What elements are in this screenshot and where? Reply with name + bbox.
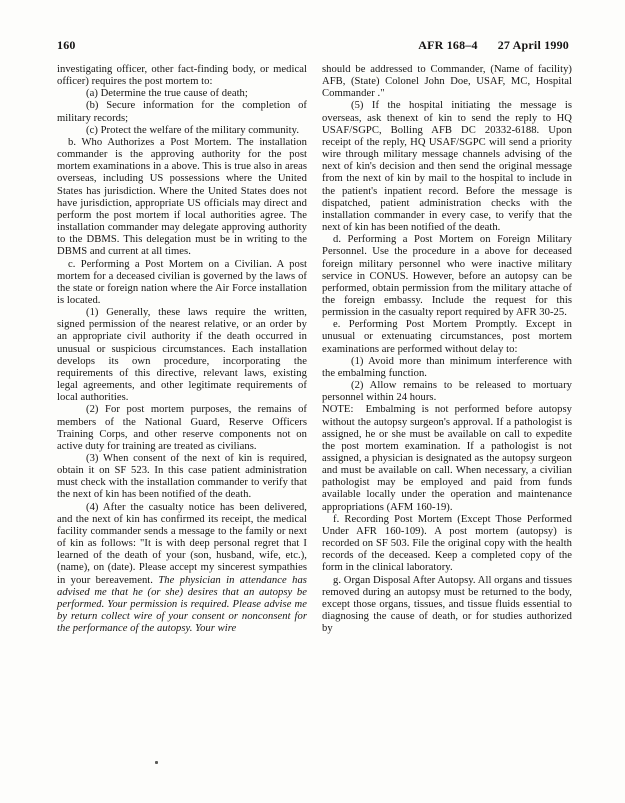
paragraph-text: (1) Generally, these laws require the written, signed permission of the nearest relative, or an order by an appropriate civil authority if the death occurred in unusual or suspicious circumstances. Each installation develops its own procedure, incorporating the requirements of this directive, relevant laws, existing legal agreements, and other legitimate requirements of local authorities. <box>57 307 307 404</box>
paragraph-text: (4) After the casualty notice has been delivered, and the next of kin has confirmed its receipt, the medical facility commander sends a message to the family or next of kin as follows: "It is with deep personal regret that I learned of the death of your (son, husband, wife, etc.), (name), on (date). Please accept my sincerest sympathies in your bereavement. <box>57 501 307 586</box>
paragraph <box>57 100 307 124</box>
paragraph <box>322 356 572 380</box>
paragraph-text: (b) Secure information for the completion of military records; <box>57 100 307 124</box>
paragraph-text: (a) Determine the true cause of death; <box>86 88 248 100</box>
paragraph-text: (3) When consent of the next of kin is required, obtain it on SF 523. In this case patient administration must check with the installation commander to verify that the next of kin has been notified of the death. <box>57 453 307 501</box>
paragraph <box>57 125 307 137</box>
paragraph-text-italic: The physician in attendance has advised me that he (or she) desires that an autopsy be performed. Your permission is required. Please advise me by return collect wire of your consent or nonconsent for the performance of the autopsy. Your wire <box>57 574 307 635</box>
publication-date: 27 April 1990 <box>497 38 569 52</box>
regulation-number: AFR 168–4 <box>418 38 478 52</box>
paragraph-text: d. Performing a Post Mortem on Foreign Military Personnel. Use the procedure in a above for deceased foreign military personnel who were inactive military service in CONUS. However, before an autopsy can be performed, obtain permission from the military attache of the foreign embassy. Include the request for this permission in the casualty report required by AFR 30-25. <box>322 234 572 319</box>
text-column-right <box>322 64 572 635</box>
header-right <box>418 38 569 53</box>
paragraph-text: c. Performing a Post Mortem on a Civilian. A post mortem for a deceased civilian is governed by the laws of the state or foreign nation where the Air Force installation is located. <box>57 258 307 306</box>
paragraph-text: (2) For post mortem purposes, the remains of members of the National Guard, Reserve Officers Training Corps, and other reserve components not on active duty for training are treated as civilians. <box>57 404 307 452</box>
paragraph <box>57 88 307 100</box>
text-column-left <box>57 64 307 635</box>
paragraph <box>322 64 572 100</box>
paragraph <box>322 404 572 513</box>
paragraph <box>57 453 307 502</box>
paragraph-text: (1) Avoid more than minimum interference with the embalming function. <box>322 355 572 379</box>
page-number: 160 <box>57 38 76 52</box>
paragraph <box>322 234 572 319</box>
paragraph-text: (2) Allow remains to be released to mortuary personnel within 24 hours. <box>322 380 572 404</box>
paragraph-text: e. Performing Post Mortem Promptly. Except in unusual or extenuating circumstances, post mortem examinations are performed without delay to: <box>322 319 572 355</box>
paragraph-text: g. Organ Disposal After Autopsy. All organs and tissues removed during an autopsy must be returned to the body, except those organs, tissues, and tissue fluids essential to diagnosing the cause of death, or for studies authorized by <box>322 574 572 635</box>
paragraph <box>57 259 307 308</box>
running-header <box>57 38 569 53</box>
paragraph-text: investigating officer, other fact-finding body, or medical officer) requires the post mortem to: <box>57 64 307 88</box>
scan-speck-artifact <box>155 761 158 764</box>
paragraph <box>57 404 307 453</box>
paragraph <box>57 502 307 636</box>
paragraph-text: b. Who Authorizes a Post Mortem. The installation commander is the approving authority for the post mortem examinations in a above. This is true also in areas overseas, including US possessions where the United States has jurisdiction. Where the United States does not have jurisdiction, appropriate US officials may direct and perform the post mortem if local authorities agree. The installation commander may delegate approving authority to the DBMS. This delegation must be in writing to the DBMS and current at all times. <box>57 136 307 258</box>
paragraph <box>322 575 572 636</box>
paragraph-text: (5) If the hospital initiating the message is overseas, ask thenext of kin to send the reply to HQ USAF/SGPC, Bolling AFB DC 20332-6188. Upon receipt of the reply, HQ USAF/SGPC will send a priority wire through military message channels advising of the next of kin's decision and then send the original message from the next of kin by mail to the hospital to include in the patient's inpatient record. Before the message is dispatched, patient administration checks with the installation commander in every case, to verify that the next of kin has been notified of the death. <box>322 100 572 234</box>
paragraph <box>322 380 572 404</box>
paragraph-text: (c) Protect the welfare of the military community. <box>86 124 300 136</box>
paragraph <box>57 137 307 259</box>
paragraph <box>57 64 307 88</box>
paragraph <box>322 100 572 234</box>
paragraph <box>322 319 572 355</box>
paragraph-text: f. Recording Post Mortem (Except Those Performed Under AFR 160-109). A post mortem (autopsy) is recorded on SF 503. File the original copy with the health records of the deceased. Keep a completed copy of the form in the clinical laboratory. <box>322 513 572 574</box>
paragraph <box>57 307 307 404</box>
paragraph-text: should be addressed to Commander, (Name of facility) AFB, (State) Colonel John Doe, USAF, MC, Hospital Commander ." <box>322 64 572 100</box>
paragraph <box>322 514 572 575</box>
paragraph-text: NOTE: Embalming is not performed before autopsy without the autopsy surgeon's approval. If a pathologist is assigned, he or she must be available on call to expedite the post mortem examination. If a pathologist is not assigned, a physician is designated as the autopsy surgeon and must be available on call. When necessary, a civilian pathologist may be employed and paid from funds available locally under the operation and maintenance appropriations (AFM 160-19). <box>322 404 572 513</box>
